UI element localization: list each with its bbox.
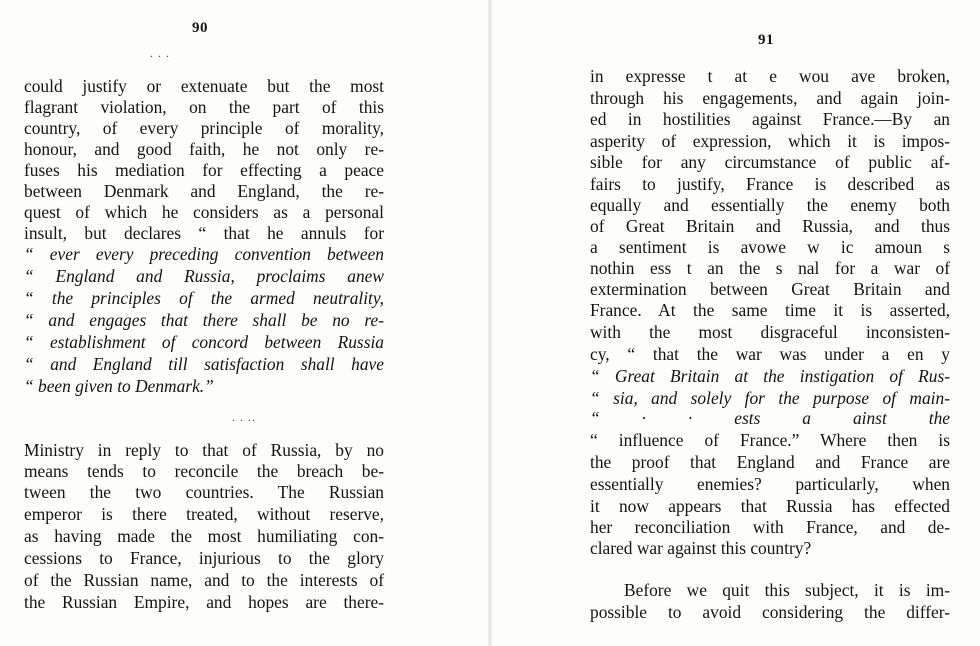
text-line: in expresse t at e wou ave broken, [590, 66, 950, 86]
text-line: means tends to reconcile the breach be- [24, 461, 384, 481]
text-line: “ and England till satisfaction shall have [24, 354, 384, 374]
text-line: cessions to France, injurious to the glory [24, 548, 384, 568]
text-line: “ ever every preceding convention between [24, 244, 384, 264]
text-line: insult, but declares “ that he annuls for [24, 223, 384, 243]
text-line: extermination between Great Britain and [590, 279, 950, 299]
text-line: quest of which he considers as a personal [24, 202, 384, 222]
page-number-left: 90 [192, 20, 208, 36]
text-line: Before we quit this subject, it is im- [624, 580, 950, 600]
text-line: tween the two countries. The Russian [24, 482, 384, 502]
text-line: with the most disgraceful inconsisten- [590, 322, 950, 342]
text-line: France. At the same time it is asserted, [590, 300, 950, 320]
text-line: essentially enemies? particularly, when [590, 474, 950, 494]
text-line: nothin ess t an the s nal for a war of [590, 258, 950, 278]
text-line: the proof that England and France are [590, 452, 950, 472]
text-line: of the Russian name, and to the interests of [24, 570, 384, 590]
text-line: “ England and Russia, proclaims anew [24, 266, 384, 286]
text-line: could justify or extenuate but the most [24, 76, 384, 96]
page-number-right: 91 [758, 32, 774, 48]
text-line: “ and engages that there shall be no re- [24, 310, 384, 330]
text-line: “ been given to Denmark.” [24, 376, 214, 396]
text-line: flagrant violation, on the part of this [24, 97, 384, 117]
text-line: her reconciliation with France, and de- [590, 517, 950, 537]
text-line: equally and essentially the enemy both [590, 195, 950, 215]
text-line: emperor is there treated, without reserve, [24, 504, 384, 524]
text-line: fairs to justify, France is described as [590, 174, 950, 194]
text-line: possible to avoid considering the differ- [590, 602, 950, 622]
ornament-dots: . . .. [232, 410, 256, 424]
text-line: it now appears that Russia has effected [590, 496, 950, 516]
text-line: fuses his mediation for effecting a peace [24, 160, 384, 180]
text-line: “ establishment of concord between Russia [24, 332, 384, 352]
text-line: asperity of expression, which it is impos- [590, 131, 950, 151]
ornament-dots: . . . [150, 46, 170, 60]
text-line: a sentiment is avowe w ic amoun s [590, 237, 950, 257]
text-line: cy, “ that the war was under a en y [590, 344, 950, 364]
text-line: honour, and good faith, he not only re- [24, 139, 384, 159]
text-line: country, of every principle of morality, [24, 118, 384, 138]
text-line: “ influence of France.” Where then is [590, 430, 950, 450]
text-line: sible for any circumstance of public af- [590, 152, 950, 172]
text-line: the Russian Empire, and hopes are there- [24, 592, 384, 612]
text-line: “ · · ests a ainst the [590, 408, 950, 428]
text-line: between Denmark and England, the re- [24, 181, 384, 201]
right-page [490, 0, 980, 646]
text-line: “ sia, and solely for the purpose of main- [590, 388, 950, 408]
text-line: of Great Britain and Russia, and thus [590, 216, 950, 236]
text-line: through his engagements, and again join- [590, 88, 950, 108]
text-line: Ministry in reply to that of Russia, by no [24, 440, 384, 460]
text-line: as having made the most humiliating con- [24, 526, 384, 546]
text-line: ed in hostilities against France.—By an [590, 109, 950, 129]
text-line: “ Great Britain at the instigation of Rus- [590, 366, 950, 386]
text-line: “ the principles of the armed neutrality, [24, 288, 384, 308]
text-line: clared war against this country? [590, 538, 812, 558]
